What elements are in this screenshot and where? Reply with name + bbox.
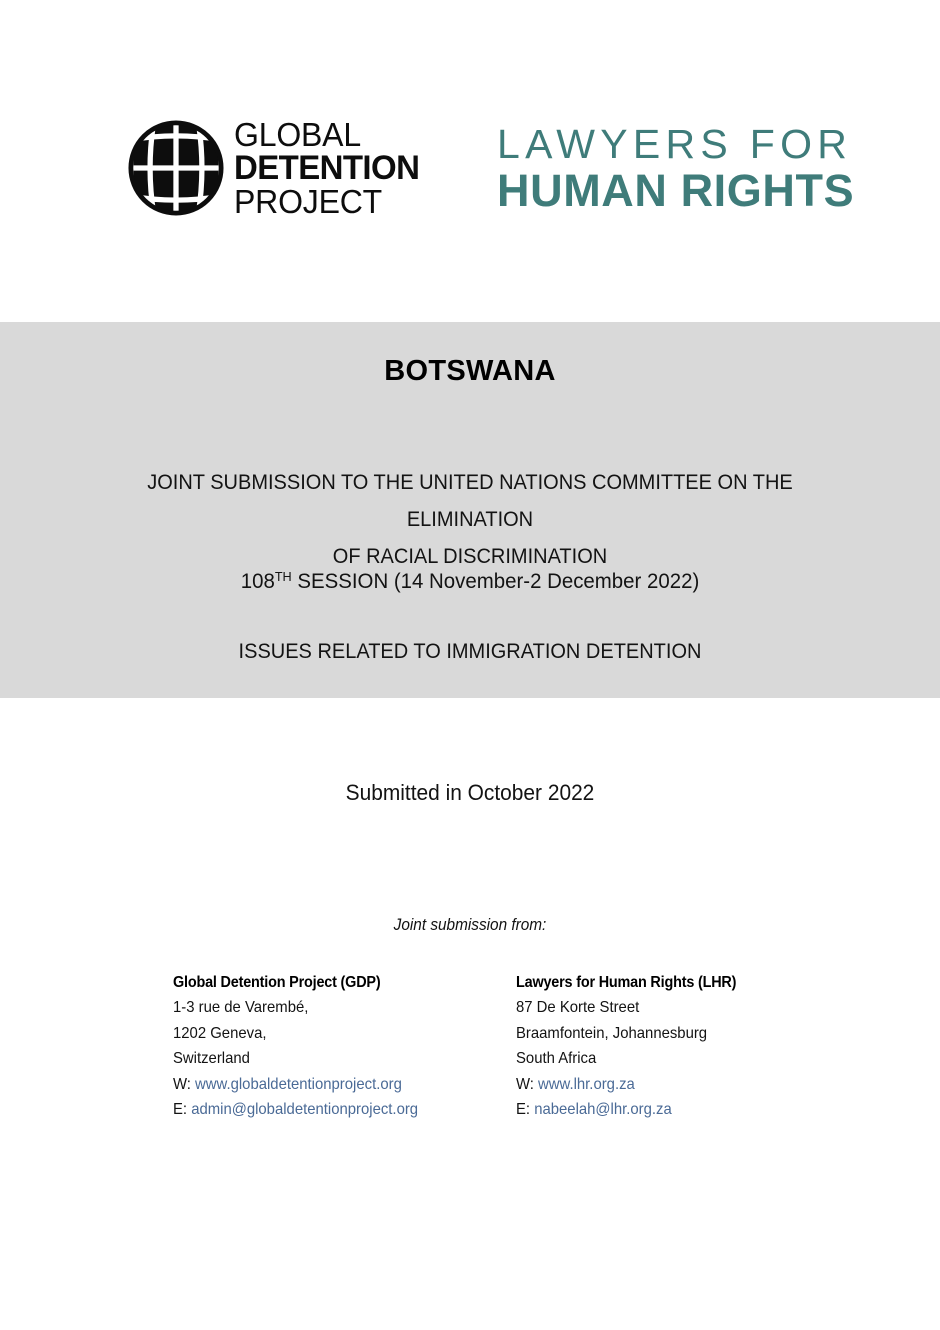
website-label: W:: [173, 1075, 196, 1093]
contact-website-row: [173, 1072, 492, 1098]
contact-org-name: Global Detention Project (GDP): [173, 974, 381, 991]
contact-address-line-3: Switzerland: [173, 1050, 250, 1067]
gdp-wordmark-line-1: GLOBAL: [234, 116, 361, 153]
email-label: E:: [516, 1101, 535, 1118]
contact-org-name: Lawyers for Human Rights (LHR): [516, 974, 737, 991]
document-subtitle-line-1: JOINT SUBMISSION TO THE UNITED NATIONS COMMITTEE ON THE ELIMINATION: [147, 470, 793, 531]
website-label: W:: [516, 1075, 539, 1093]
title-band: [0, 322, 940, 698]
lawyers-for-human-rights-logo: [497, 122, 854, 215]
document-topic-line: ISSUES RELATED TO IMMIGRATION DETENTION: [238, 639, 702, 663]
website-link[interactable]: www.globaldetentionproject.org: [195, 1075, 402, 1093]
document-subtitle: [98, 464, 842, 575]
global-detention-project-logo: [128, 118, 425, 218]
contact-address-line-2: Braamfontein, Johannesburg: [516, 1024, 708, 1042]
contact-address-line-2: 1202 Geneva,: [173, 1024, 267, 1042]
website-link[interactable]: www.lhr.org.za: [538, 1075, 635, 1093]
email-link[interactable]: admin@globaldetentionproject.org: [191, 1101, 419, 1118]
contact-email-row: [173, 1097, 492, 1123]
globe-grid-icon: [128, 120, 224, 216]
contact-address-line-3: South Africa: [516, 1050, 597, 1067]
lhr-wordmark-line-2: HUMAN RIGHTS: [497, 165, 855, 216]
contacts-section: [173, 970, 873, 1123]
gdp-wordmark-line-3: PROJECT: [234, 183, 383, 220]
email-label: E:: [173, 1101, 192, 1118]
gdp-wordmark: [234, 118, 425, 218]
joint-submission-from-label: Joint submission from:: [393, 916, 547, 934]
contact-email-row: [516, 1097, 835, 1123]
document-subtitle-line-2: OF RACIAL DISCRIMINATION: [332, 544, 608, 568]
session-number: 108: [240, 569, 275, 593]
document-session-line: [90, 566, 850, 596]
email-link[interactable]: nabeelah@lhr.org.za: [534, 1101, 672, 1118]
logo-header-bar: [0, 0, 940, 322]
page-title-country: BOTSWANA: [384, 355, 556, 387]
session-dates: SESSION (14 November-2 December 2022): [291, 569, 700, 593]
session-ordinal-suffix: TH: [274, 569, 292, 585]
lhr-wordmark-line-1: LAWYERS FOR: [497, 121, 853, 167]
contact-column-gdp: [173, 970, 516, 1123]
contact-address-line-1: 87 De Korte Street: [516, 999, 640, 1016]
contact-address-line-1: 1-3 rue de Varembé,: [173, 999, 309, 1016]
contact-column-lhr: [516, 970, 859, 1123]
gdp-wordmark-line-2: DETENTION: [234, 149, 420, 187]
submitted-date-line: Submitted in October 2022: [345, 780, 595, 805]
contact-website-row: [516, 1072, 835, 1098]
